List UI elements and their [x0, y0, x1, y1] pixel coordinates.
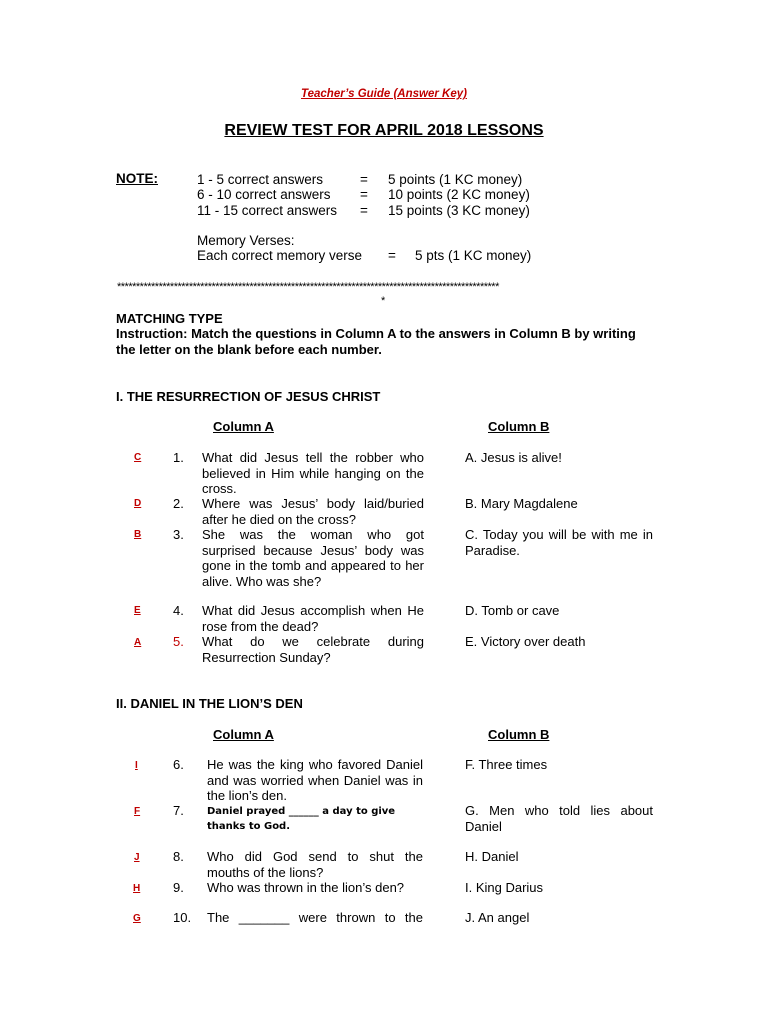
page-title: REVIEW TEST FOR APRIL 2018 LESSONS [224, 122, 544, 139]
answer-option: I. King Darius [465, 880, 544, 895]
question-text: Who did God send to shut the mouths of the lions? [207, 849, 423, 880]
item-number: 8. [173, 849, 184, 864]
answer-letter: I [135, 760, 138, 771]
answer-letter: A [134, 637, 142, 648]
column-a-header: Column A [213, 727, 274, 742]
answer-letter: H [133, 883, 141, 894]
note-label: NOTE: [116, 171, 158, 186]
answer-letter: D [134, 498, 142, 509]
answer-letter: B [134, 529, 142, 540]
memory-verses-label: Memory Verses: [197, 233, 295, 248]
scoring-equals: = [360, 187, 368, 202]
answer-option: G. Men who told lies about Daniel [465, 803, 653, 834]
item-number: 5. [173, 634, 184, 649]
item-number: 9. [173, 880, 184, 895]
scoring-points: 5 points (1 KC money) [388, 172, 523, 187]
answer-option: H. Daniel [465, 849, 519, 864]
question-text: Daniel prayed ______ a day to give thanks to God. [207, 806, 396, 832]
column-b-header: Column B [488, 419, 550, 434]
answer-option: C. Today you will be with me in Paradise. [465, 527, 653, 558]
question-text: The _______ were thrown to the [207, 910, 423, 925]
answer-option: E. Victory over death [465, 634, 586, 649]
scoring-points: 15 points (3 KC money) [388, 203, 530, 218]
answer-letter: E [134, 605, 141, 616]
item-number: 3. [173, 527, 184, 542]
matching-type-heading: MATCHING TYPE [116, 311, 223, 326]
answer-option: J. An angel [465, 910, 530, 925]
question-text: Who was thrown in the lion’s den? [207, 880, 405, 895]
teachers-guide-label: Teacher’s Guide (Answer Key) [301, 88, 467, 100]
scoring-equals: = [360, 172, 368, 187]
memory-verse-range: Each correct memory verse [197, 248, 363, 263]
scoring-range: 11 - 15 correct answers [197, 203, 338, 218]
item-number: 7. [173, 803, 184, 818]
scoring-equals: = [360, 203, 368, 218]
question-text: What did Jesus tell the robber who believed in Him while hanging on the cross. [202, 450, 424, 496]
question-text: What do we celebrate during Resurrection Sunday? [202, 634, 424, 665]
column-a-header: Column A [213, 419, 274, 434]
section-title: II. DANIEL IN THE LION’S DEN [116, 696, 303, 711]
question-text: What did Jesus accomplish when He rose from the dead? [202, 603, 424, 634]
question-text: He was the king who favored Daniel and was worried when Daniel was in the lion’s den. [207, 757, 423, 803]
answer-letter: C [134, 452, 142, 463]
item-number: 6. [173, 757, 184, 772]
star-divider: ***************************************************************************************************** [117, 281, 499, 293]
scoring-range: 1 - 5 correct answers [197, 172, 324, 187]
item-number: 2. [173, 496, 184, 511]
memory-verse-points: 5 pts (1 KC money) [415, 248, 532, 263]
answer-option: A. Jesus is alive! [465, 450, 562, 465]
item-number: 1. [173, 450, 184, 465]
answer-letter: G [133, 913, 141, 924]
item-number: 10. [173, 910, 192, 925]
scoring-points: 10 points (2 KC money) [388, 187, 530, 202]
instruction-text: Instruction: Match the questions in Column A to the answers in Column B by writing the letter on the blank before each number. [116, 326, 636, 357]
answer-option: F. Three times [465, 757, 548, 772]
scoring-range: 6 - 10 correct answers [197, 187, 331, 202]
item-number: 4. [173, 603, 184, 618]
star-divider-end: * [381, 295, 386, 307]
question-text: Where was Jesus’ body laid/buried after he died on the cross? [202, 496, 424, 527]
answer-letter: J [134, 852, 140, 863]
section-title: I. THE RESURRECTION OF JESUS CHRIST [116, 389, 381, 404]
memory-verse-equals: = [388, 248, 396, 263]
question-text: She was the woman who got surprised because Jesus’ body was gone in the tomb and appeared to her alive. Who was she? [202, 527, 424, 589]
column-b-header: Column B [488, 727, 550, 742]
answer-option: B. Mary Magdalene [465, 496, 578, 511]
answer-option: D. Tomb or cave [465, 603, 560, 618]
answer-letter: F [134, 806, 141, 817]
